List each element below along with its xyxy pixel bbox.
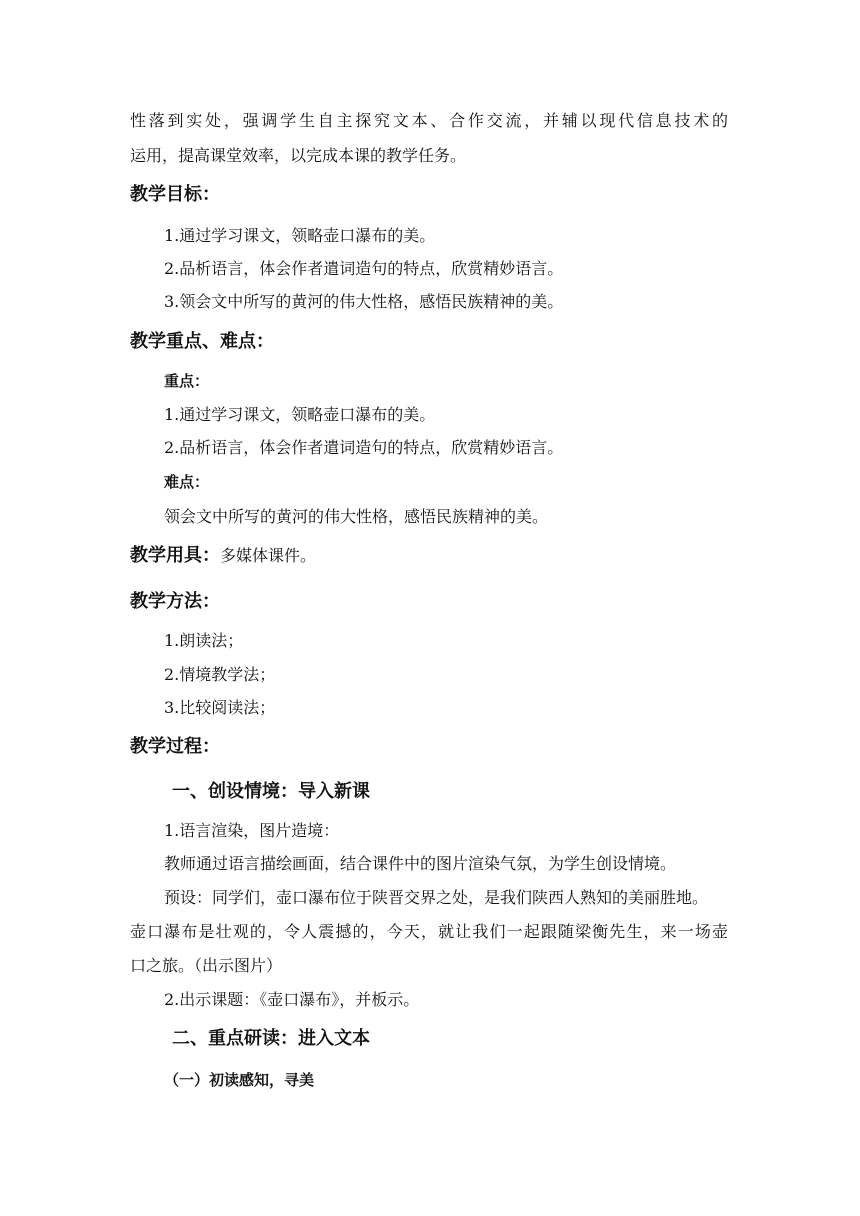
step-1-text: 教师通过语言描绘画面，结合课件中的图片渲染气氛，为学生创设情境。	[164, 854, 677, 873]
difficult-text: 领会文中所写的黄河的伟大性格，感悟民族精神的美。	[164, 507, 549, 526]
section-2-sub-1: （一）初读感知，寻美	[164, 1071, 315, 1089]
tools-heading: 教学用具：	[130, 545, 220, 566]
section-2-title: 二、重点研读：进入文本	[172, 1028, 370, 1049]
step-1-label: 1.语言渲染，图片造境：	[164, 821, 340, 840]
difficult-label: 难点：	[164, 473, 210, 491]
method-item: 1.朗读法；	[164, 631, 244, 650]
intro-line-1: 性落到实处，强调学生自主探究文本、合作交流，并辅以现代信息技术的	[130, 111, 728, 130]
step-2-label: 2.出示课题：《壶口瀑布》，并板示。	[164, 990, 420, 1009]
objective-item: 3.领会文中所写的黄河的伟大性格，感悟民族精神的美。	[164, 292, 564, 311]
tools-text: 多媒体课件。	[220, 546, 317, 565]
objective-item: 2.品析语言，体会作者遣词造句的特点，欣赏精妙语言。	[164, 259, 564, 278]
key-label: 重点：	[164, 372, 210, 390]
intro-line-2: 运用，提高课堂效率，以完成本课的教学任务。	[130, 146, 467, 165]
objectives-heading: 教学目标：	[130, 184, 220, 205]
preset-line-3: 口之旅。（出示图片）	[130, 956, 283, 975]
key-item: 2.品析语言，体会作者遣词造句的特点，欣赏精妙语言。	[164, 438, 564, 457]
key-item: 1.通过学习课文，领略壶口瀑布的美。	[164, 405, 436, 424]
section-1-title: 一、创设情境：导入新课	[172, 781, 370, 802]
method-item: 2.情境教学法；	[164, 665, 276, 684]
process-heading: 教学过程：	[130, 736, 220, 757]
preset-line-1: 预设：同学们，壶口瀑布位于陕晋交界之处，是我们陕西人熟知的美丽胜地。	[164, 888, 709, 907]
preset-line-2: 壶口瀑布是壮观的，令人震撼的，今天，就让我们一起跟随梁衡先生，来一场壶	[130, 922, 728, 941]
key-points-heading: 教学重点、难点：	[130, 331, 274, 352]
methods-heading: 教学方法：	[130, 591, 220, 612]
method-item: 3.比较阅读法；	[164, 698, 276, 717]
objective-item: 1.通过学习课文，领略壶口瀑布的美。	[164, 226, 436, 245]
tools-line	[130, 544, 316, 568]
